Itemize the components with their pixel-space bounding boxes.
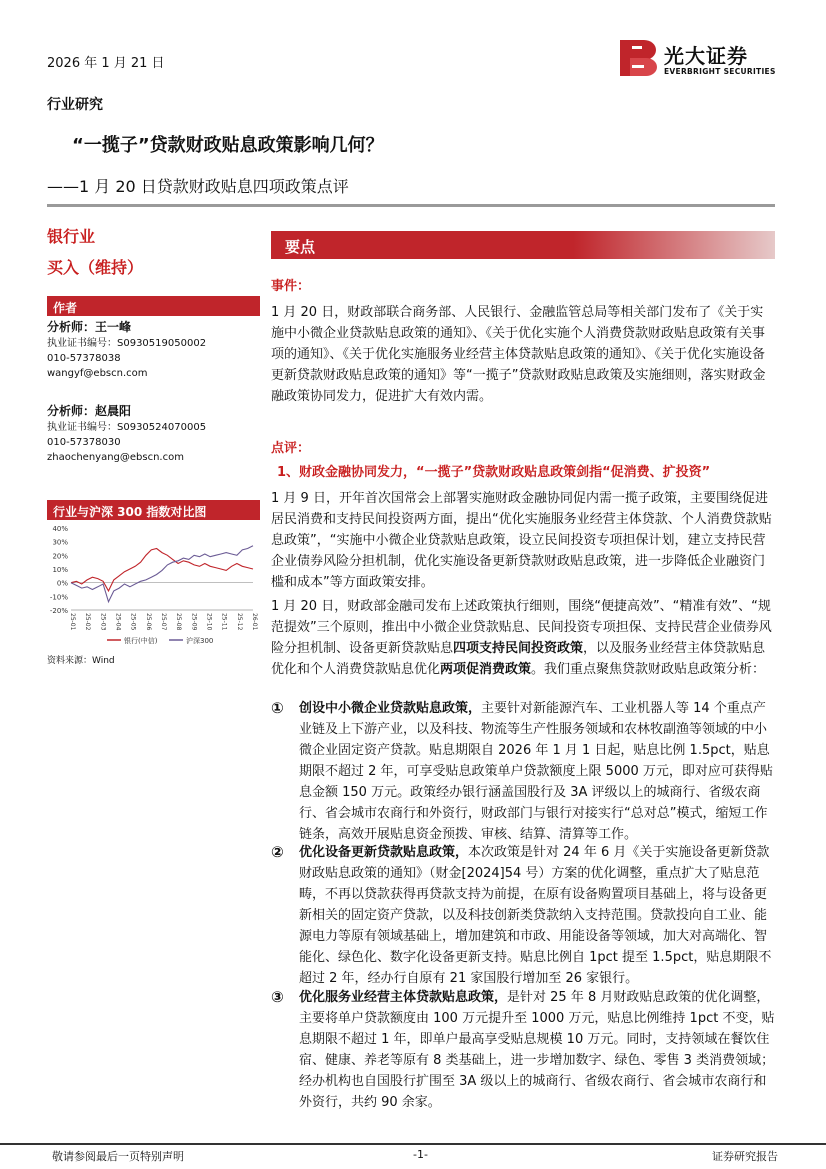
item-number: ②	[271, 843, 284, 861]
item-body	[299, 987, 777, 1113]
legend-label: 沪深300	[186, 637, 214, 645]
analyst-license: 执业证书编号：S0930524070005	[47, 422, 207, 433]
series-line	[71, 546, 253, 602]
x-tick-label: 25-05	[129, 613, 137, 631]
page-number: -1-	[413, 1148, 428, 1161]
event-label: 事件：	[271, 279, 311, 294]
item-number: ①	[271, 699, 284, 717]
rating-badge: 买入（维持）	[47, 258, 144, 277]
x-tick-label: 25-08	[175, 613, 183, 631]
analyst-phone: 010-57378038	[47, 353, 121, 364]
page-title: “一揽子”贷款财政贴息政策影响几何？	[72, 135, 384, 156]
event-paragraph: 1 月 20 日，财政部联合商务部、人民银行、金融监管总局等相关部门发布了《关于实施中小微企业贷款贴息政策的通知》、《关于优化实施个人消费贷款财政贴息政策有关事项的通知》、《关于优化实施服务业经营主体贷款贴息政策的通知》、《关于优化实施设备更新贷款财政贴息政策的通知》等“一揽子”贷款财政贴息政策及实施细则，落实财政金融政策协同发力，促进扩大有效内需。	[271, 305, 766, 404]
item-body	[299, 842, 777, 989]
authors-heading: 作者	[47, 296, 260, 316]
x-tick-label: 25-07	[160, 613, 167, 631]
chart-heading: 行业与沪深 300 指数对比图	[47, 500, 260, 520]
y-tick-label: 10%	[52, 566, 68, 574]
header-divider	[47, 204, 775, 207]
item-text: 本次政策是针对 24 年 6 月《关于实施设备更新贷款财政贴息政策的通知》（财金[2024]54 号）方案的优化调整，重点扩大了贴息范畴，不再以贷款获得再贷款支持为前提，在原有设备购置项目基础上，将与设备更新相关的固定资产贷款，以及科技创新类贷款纳入支持范围。贷款投向自工业、能源电力等原有领域基础上，增加建筑和市政、用能设备等领域，加大对高端化、智能化、绿色化、数字化设备更新支持。贴息比例自 1pct 提至 1.5pct，贴息期限不超过 2 年，经办行自原有 21 家国股行增加至 26 家银行。	[299, 845, 772, 986]
x-tick-label: 25-01	[69, 613, 76, 631]
item-title: 优化服务业经营主体贷款贴息政策，	[299, 990, 508, 1005]
item-title: 优化设备更新贷款贴息政策，	[299, 845, 469, 860]
key-points-title: 要点	[285, 238, 316, 256]
para-emphasis: 四项支持民间投资政策	[453, 641, 584, 656]
x-tick-label: 25-02	[84, 613, 92, 631]
para-text: 1 月 20 日，财政部金融司发布上述政策执行细则，围绕“便捷高效”、“精准有效”、“规范提效”三个原则，推出中小微企业贷款贴息、民间投资专项担保、支持民营企业债券风险分担机制、设备更新贷款贴息	[271, 599, 772, 656]
x-tick-label: 25-12	[235, 613, 243, 631]
y-tick-label: -20%	[49, 607, 68, 615]
x-tick-label: 25-11	[220, 613, 228, 631]
x-tick-label: 25-09	[190, 613, 198, 631]
para-text: ，以及服务业经营主体贷款贴息优化和个人消费贷款贴息优化	[271, 641, 766, 677]
y-tick-label: -10%	[49, 593, 68, 602]
item-title: 创设中小微企业贷款贴息政策，	[299, 701, 482, 716]
y-tick-label: 40%	[52, 525, 68, 533]
legend-label: 银行(中信)	[124, 637, 158, 645]
chart-source: 资料来源：Wind	[47, 656, 115, 666]
analyst-phone: 010-57378030	[47, 437, 121, 448]
x-tick-label: 25-06	[144, 613, 152, 631]
company-logo	[618, 38, 778, 78]
item-body	[299, 698, 777, 845]
x-tick-label: 25-04	[114, 613, 122, 631]
report-date: 2026 年 1 月 21 日	[47, 56, 165, 71]
x-tick-label: 25-03	[99, 613, 107, 631]
footer-report-type: 证券研究报告	[712, 1150, 778, 1163]
item-text: 是针对 25 年 8 月财政贴息政策的优化调整，主要将单户贷款额度由 100 万元提升至 1000 万元，贴息比例维持 1pct 不变，贴息期限不超过 1 年，即单户最高享受贴息规模 10 万元。同时，支持领域在餐饮住宿、健康、养老等原有 8 类基础上，进一步增加数字、绿色、零售 3 类消费领域；经办机构也自国股行扩围至 3A 级以上的城商行、省级农商行、省会城市农商行和外资行，共约 90 余家。	[299, 990, 775, 1110]
body-paragraph: 1 月 9 日，开年首次国常会上部署实施财政金融协同促内需一揽子政策，主要围绕促进居民消费和支持民间投资两方面，提出“优化实施服务业经营主体贷款、个人消费贷款贴息政策”，“实施中小微企业贷款贴息政策，设立民间投资专项担保计划，建立支持民营企业债券风险分担机制，优化实施设备更新贷款财政贴息政策，进一步降低企业融资门槛和成本”等方面政策安排。	[271, 491, 772, 590]
index-comparison-chart	[47, 522, 260, 650]
key-points-header	[271, 231, 775, 259]
footer-divider	[0, 1143, 826, 1145]
analyst-license: 执业证书编号：S0930519050002	[47, 338, 207, 349]
page-subtitle: ——1 月 20 日贷款财政贴息四项政策点评	[47, 177, 349, 196]
industry-tag: 行业研究	[47, 97, 103, 113]
point-heading: 1、财政金融协同发力，“一揽子”贷款财政贴息政策剑指“促消费、扩投资”	[277, 465, 711, 480]
item-text: 主要针对新能源汽车、工业机器人等 14 个重点产业链及上下游产业，以及科技、物流等生产性服务领域和农林牧副渔等领域的中小微企业固定资产贷款。贴息期限自 2026 年 1 月 1 日起，贴息比例 1.5pct，贴息期限不超过 2 年，可享受贴息政策单户贷款额度上限 5000 万元，即对应可获得贴息金额 150 万元。政策经办银行涵盖国股行及 3A 评级以上的城商行、省级农商行、省会城市农商行和外资行，财政部门与银行对接实行“总对总”模式，缩短工作链条，高效开展贴息资金预拨、审核、结算、清算等工作。	[299, 701, 773, 842]
footer-disclaimer: 敬请参阅最后一页特别声明	[52, 1150, 184, 1163]
para-emphasis: 两项促消费政策	[440, 662, 532, 677]
comment-label: 点评：	[271, 441, 311, 456]
analyst-email[interactable]: wangyf@ebscn.com	[47, 368, 148, 379]
everbright-logo-icon	[618, 38, 658, 78]
analyst-card	[47, 402, 260, 465]
analyst-name: 分析师：赵晨阳	[47, 404, 132, 418]
y-tick-label: 0%	[56, 579, 68, 588]
para-text: 。我们重点聚焦贷款财政贴息政策分析：	[531, 662, 766, 677]
body-paragraph	[271, 596, 776, 680]
logo-text-cn: 光大证券	[664, 44, 748, 68]
x-tick-label: 25-10	[205, 613, 213, 631]
analyst-name: 分析师：王一峰	[47, 320, 132, 334]
analyst-email[interactable]: zhaochenyang@ebscn.com	[47, 452, 184, 463]
sector-name: 银行业	[47, 227, 96, 246]
analyst-card	[47, 318, 260, 381]
y-tick-label: 20%	[52, 552, 68, 561]
item-number: ③	[271, 988, 284, 1006]
logo-text-en: EVERBRIGHT SECURITIES	[664, 67, 776, 76]
x-tick-label: 26-01	[251, 613, 258, 631]
y-tick-label: 30%	[52, 538, 68, 547]
